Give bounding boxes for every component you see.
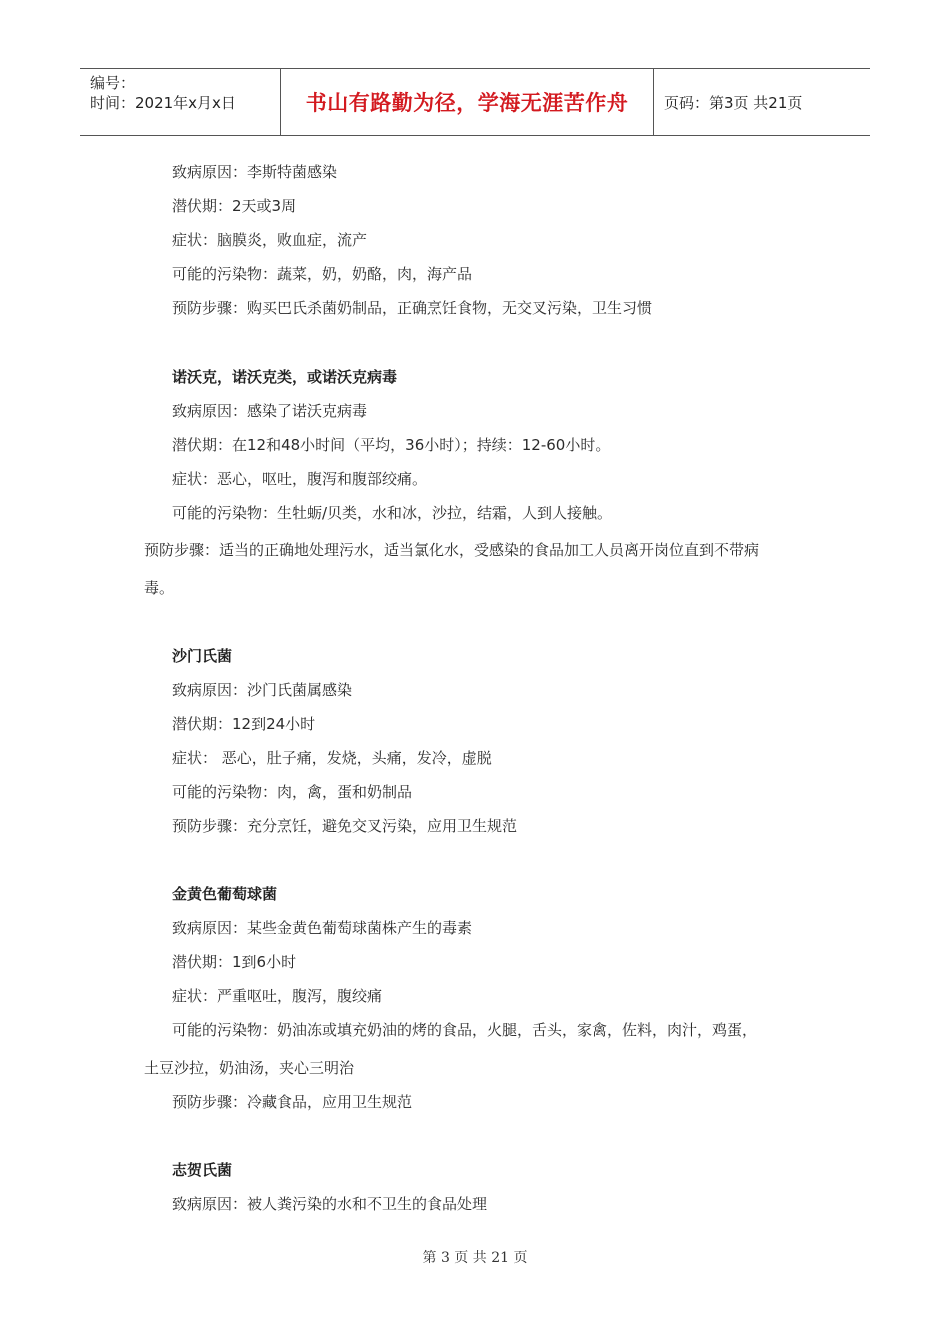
body-line: 可能的污染物：蔬菜，奶，奶酪，肉，海产品 xyxy=(172,265,473,283)
body-line: 潜伏期：1到6小时 xyxy=(172,953,297,971)
body-line: 土豆沙拉，奶油汤，夹心三明治 xyxy=(144,1059,355,1077)
body-line: 症状： 恶心，肚子痛，发烧，头痛，发冷，虚脱 xyxy=(172,749,492,767)
header-page-cell xyxy=(654,69,870,135)
section-title: 金黄色葡萄球菌 xyxy=(172,885,278,903)
body-line: 致病原因：李斯特菌感染 xyxy=(172,163,338,181)
body-line: 症状：脑膜炎，败血症，流产 xyxy=(172,231,368,249)
header-motto: 书山有路勤为径，学海无涯苦作舟 xyxy=(305,90,629,115)
body-line: 致病原因：感染了诺沃克病毒 xyxy=(172,402,368,420)
body-line: 症状：严重呕吐，腹泻，腹绞痛 xyxy=(172,987,383,1005)
body-line: 致病原因：某些金黄色葡萄球菌株产生的毒素 xyxy=(172,919,473,937)
body-line: 预防步骤：充分烹饪，避免交叉污染，应用卫生规范 xyxy=(172,817,518,835)
body-line: 可能的污染物：生牡蛎/贝类，水和冰，沙拉，结霜，人到人接触。 xyxy=(172,504,613,522)
body-line: 可能的污染物：奶油冻或填充奶油的烤的食品，火腿，舌头，家禽，佐料，肉汁，鸡蛋， xyxy=(172,1021,758,1039)
body-line: 预防步骤：冷藏食品，应用卫生规范 xyxy=(172,1093,413,1111)
header-motto-cell xyxy=(281,69,654,135)
body-line: 毒。 xyxy=(144,579,175,597)
body-line: 症状：恶心，呕吐，腹泻和腹部绞痛。 xyxy=(172,470,428,488)
document-time-label: 时间：2021年x月x日 xyxy=(90,94,236,112)
body-line: 预防步骤：购买巴氏杀菌奶制品，正确烹饪食物，无交叉污染，卫生习惯 xyxy=(172,299,653,317)
section-title: 沙门氏菌 xyxy=(172,647,233,665)
page-footer xyxy=(0,1247,950,1267)
body-line: 可能的污染物：肉，禽，蛋和奶制品 xyxy=(172,783,413,801)
body-line: 致病原因：被人粪污染的水和不卫生的食品处理 xyxy=(172,1195,488,1213)
body-line: 潜伏期：12到24小时 xyxy=(172,715,316,733)
header-meta-cell xyxy=(80,69,281,135)
document-number-label: 编号： xyxy=(90,74,136,92)
footer-page-number: 第 3 页 共 21 页 xyxy=(422,1250,528,1266)
body-line: 潜伏期：在12和48小时间（平均，36小时）；持续：12-60小时。 xyxy=(172,436,611,454)
section-title: 诺沃克，诺沃克类，或诺沃克病毒 xyxy=(172,368,398,386)
body-line: 潜伏期：2天或3周 xyxy=(172,197,297,215)
body-line: 致病原因：沙门氏菌属感染 xyxy=(172,681,353,699)
header-page-info: 页码：第3页 共21页 xyxy=(664,93,803,112)
body-line: 预防步骤：适当的正确地处理污水，适当氯化水，受感染的食品加工人员离开岗位直到不带病 xyxy=(144,541,760,559)
section-title: 志贺氏菌 xyxy=(172,1161,233,1179)
page-header xyxy=(80,68,870,136)
